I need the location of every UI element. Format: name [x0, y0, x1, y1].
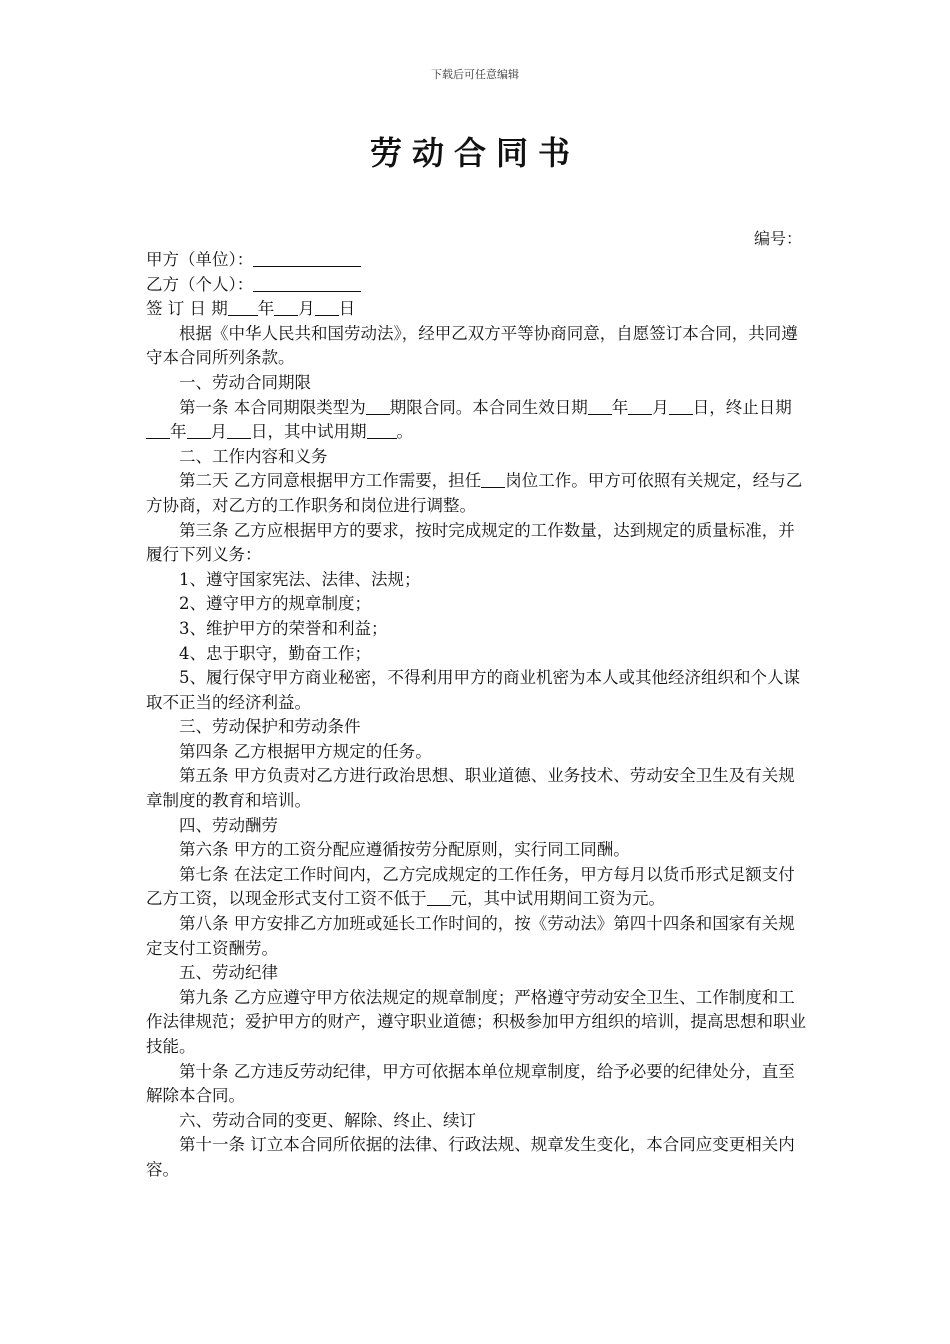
- contract-type-blank[interactable]: [366, 397, 390, 415]
- min-wage-blank[interactable]: [427, 889, 451, 907]
- article-4: 第四条 乙方根据甲方规定的任务。: [179, 741, 432, 761]
- probation-blank[interactable]: [367, 422, 397, 440]
- end-month-blank[interactable]: [187, 422, 211, 440]
- start-month-blank[interactable]: [628, 397, 652, 415]
- start-day-blank[interactable]: [669, 397, 693, 415]
- position-blank[interactable]: [481, 471, 505, 489]
- contract-body: [146, 248, 808, 1183]
- section-heading-6: 六、劳动合同的变更、解除、终止、续订: [179, 1110, 476, 1130]
- sign-year-blank[interactable]: [228, 299, 258, 317]
- document-title: 劳动合同书: [369, 134, 580, 172]
- section-heading-5: 五、劳动纪律: [179, 963, 278, 983]
- party-a-line: 甲方（单位）：: [146, 248, 808, 273]
- section-heading-1: 一、劳动合同期限: [179, 372, 311, 392]
- duty-item: 1、遵守国家宪法、法律、法规；: [179, 569, 421, 589]
- article-2: 第二天 乙方同意根据甲方工作需要，担任 岗位工作。甲方可依照有关规定，经与乙方协商，对乙方的工作职务和岗位进行调整。: [146, 471, 803, 515]
- party-a-blank[interactable]: [253, 250, 361, 268]
- article-11: 第十一条 订立本合同所依据的法律、行政法规、规章发生变化，本合同应变更相关内容。: [146, 1135, 795, 1179]
- serial-number-label: 编号：: [754, 229, 803, 248]
- article-5: 第五条 甲方负责对乙方进行政治思想、职业道德、业务技术、劳动安全卫生及有关规章制度的教育和培训。: [146, 766, 795, 811]
- section-heading-4: 四、劳动酬劳: [179, 815, 278, 835]
- start-year-blank[interactable]: [588, 397, 612, 415]
- sign-month-blank[interactable]: [274, 299, 298, 317]
- duty-item: 2、遵守甲方的规章制度；: [179, 594, 371, 614]
- article-8: 第八条 甲方安排乙方加班或延长工作时间的，按《劳动法》第四十四条和国家有关规定支付工资酬劳。: [146, 914, 795, 958]
- duty-item: 5、履行保守甲方商业秘密，不得利用甲方的商业机密为本人或其他经济组织和个人谋取不正当的经济利益。: [146, 668, 800, 712]
- section-heading-2: 二、工作内容和义务: [179, 446, 328, 466]
- sign-day-blank[interactable]: [315, 299, 339, 317]
- article-10: 第十条 乙方违反劳动纪律，甲方可依据本单位规章制度，给予必要的纪律处分，直至解除本合同。: [146, 1061, 795, 1106]
- end-day-blank[interactable]: [227, 422, 251, 440]
- duty-item: 3、维护甲方的荣誉和利益；: [179, 618, 388, 638]
- party-b-blank[interactable]: [253, 274, 361, 292]
- header-note: 下载后可任意编辑: [431, 68, 519, 81]
- duty-item: 4、忠于职守，勤奋工作；: [179, 643, 371, 663]
- article-9: 第九条 乙方应遵守甲方依法规定的规章制度；严格遵守劳动安全卫生、工作制度和工作法律规范；爱护甲方的财产，遵守职业道德；积极参加甲方组织的培训，提高思想和职业技能。: [146, 987, 806, 1056]
- article-3: 第三条 乙方应根据甲方的要求，按时完成规定的工作数量，达到规定的质量标准，并履行下列义务：: [146, 520, 795, 565]
- party-b-line: 乙方（个人）：: [146, 273, 808, 298]
- section-heading-3: 三、劳动保护和劳动条件: [179, 717, 361, 737]
- article-1: 第一条 本合同期限类型为 期限合同。本合同生效日期 年 月 日，终止日期年 月 日，其中试用期 。: [146, 396, 808, 445]
- intro-paragraph: 根据《中华人民共和国劳动法》，经甲乙双方平等协商同意，自愿签订本合同，共同遵守本合同所列条款。: [146, 323, 798, 368]
- end-year-blank[interactable]: [146, 422, 170, 440]
- article-7: 第七条 在法定工作时间内，乙方完成规定的工作任务，甲方每月以货币形式足额支付乙方工资，以现金形式支付工资不低于 元，其中试用期间工资为元。: [146, 864, 795, 909]
- article-6: 第六条 甲方的工资分配应遵循按劳分配原则，实行同工同酬。: [179, 840, 630, 860]
- sign-date-line: 签 订 日 期 年 月 日: [146, 299, 356, 319]
